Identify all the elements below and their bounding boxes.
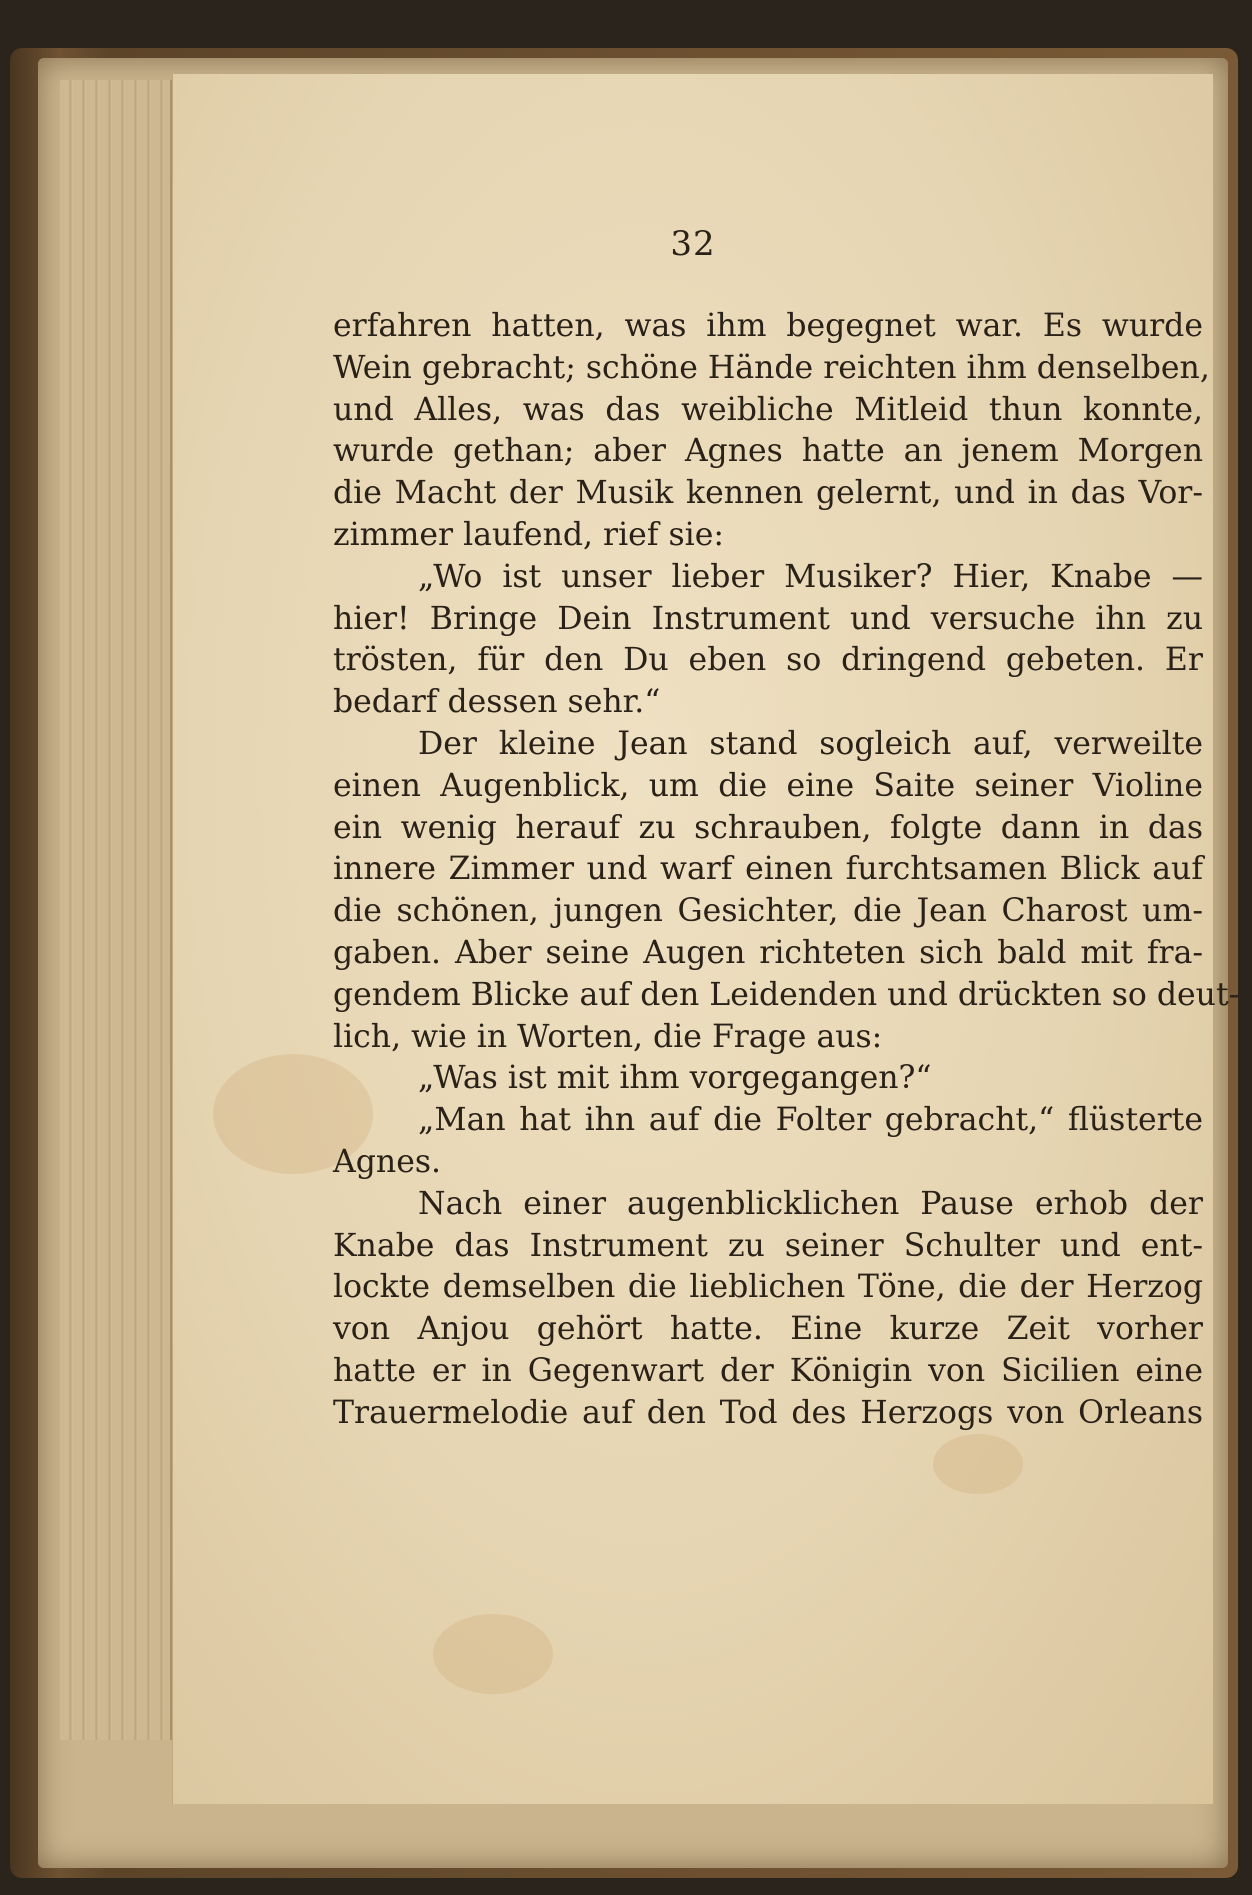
page-edges (60, 80, 172, 1740)
text-line: Trauermelodie auf den Tod des Herzogs von Orleans (333, 1394, 1203, 1431)
text-line: hier! Bringe Dein Instrument und versuche ihn zu (333, 600, 1203, 637)
text-line: lockte demselben die lieblichen Töne, die der Herzog (333, 1269, 1203, 1306)
text-line: hatte er in Gegenwart der Königin von Sicilien eine (333, 1352, 1203, 1389)
text-line: gaben. Aber seine Augen richteten sich bald mit fra- (333, 934, 1203, 971)
text-line: „Wo ist unser lieber Musiker? Hier, Knabe — (418, 558, 1203, 595)
text-line: trösten, für den Du eben so dringend gebeten. Er (333, 642, 1203, 679)
paper-stain (933, 1434, 1023, 1494)
text-line: zimmer laufend, rief sie: (333, 516, 724, 553)
page-number: 32 (670, 224, 716, 264)
text-line: innere Zimmer und warf einen furchtsamen Blick auf (333, 851, 1203, 888)
text-line: erfahren hatten, was ihm begegnet war. Es wurde (333, 308, 1203, 344)
text-line: Wein gebracht; schöne Hände reichten ihm denselben, (333, 349, 1210, 386)
text-line: Der kleine Jean stand sogleich auf, verweilte (418, 725, 1203, 762)
text-line: Nach einer augenblicklichen Pause erhob der (418, 1185, 1203, 1222)
book-page (172, 74, 1240, 1804)
text-line: lich, wie in Worten, die Frage aus: (333, 1018, 883, 1055)
text-line: „Was ist mit ihm vorgegangen?“ (418, 1060, 932, 1097)
text-line: wurde gethan; aber Agnes hatte an jenem Morgen (333, 433, 1203, 470)
text-line: Knabe das Instrument zu seiner Schulter und ent- (333, 1227, 1203, 1264)
text-line: Agnes. (333, 1143, 442, 1180)
paper-stain (433, 1614, 553, 1694)
text-line: die Macht der Musik kennen gelernt, und in das Vor- (333, 475, 1203, 512)
text-line: von Anjou gehört hatte. Eine kurze Zeit vorher (333, 1311, 1203, 1348)
text-line: die schönen, jungen Gesichter, die Jean Charost um- (333, 893, 1203, 930)
text-line: und Alles, was das weibliche Mitleid thun konnte, (333, 391, 1203, 428)
text-line: gendem Blicke auf den Leidenden und drückten so deut- (333, 976, 1240, 1013)
text-line: einen Augenblick, um die eine Saite seiner Violine (333, 767, 1203, 804)
text-line: „Man hat ihn auf die Folter gebracht,“ flüsterte (418, 1102, 1203, 1139)
text-line: ein wenig herauf zu schrauben, folgte dann in das (333, 809, 1203, 846)
body-text (333, 306, 1240, 1435)
text-line: bedarf dessen sehr.“ (333, 684, 661, 721)
